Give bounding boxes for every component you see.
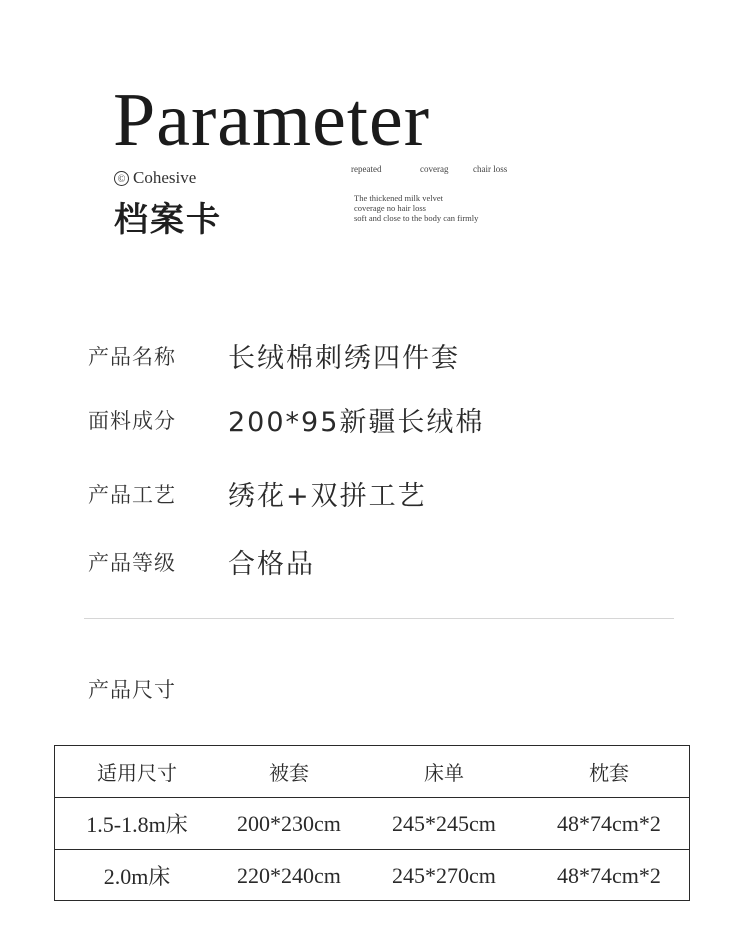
info-row-fabric bbox=[88, 400, 484, 439]
table-cell: 200*230cm bbox=[237, 810, 341, 836]
column-header: 被套 bbox=[269, 761, 309, 785]
table-row bbox=[55, 798, 689, 850]
column-header: 床单 bbox=[424, 761, 464, 785]
info-value: 200*95新疆长绒棉 bbox=[228, 407, 485, 438]
size-heading: 产品尺寸 bbox=[88, 678, 176, 702]
table-row bbox=[55, 850, 689, 901]
size-table bbox=[54, 745, 690, 901]
info-value: 绣花+双拼工艺 bbox=[228, 481, 427, 512]
table-cell: 2.0m床 bbox=[103, 864, 171, 889]
table-header-row bbox=[55, 746, 689, 798]
description-block bbox=[354, 193, 478, 223]
table-cell: 220*240cm bbox=[237, 862, 341, 888]
table-cell: 245*270cm bbox=[392, 862, 496, 888]
description-line: The thickened milk velvet bbox=[354, 193, 443, 203]
page-title: Parameter bbox=[113, 78, 431, 162]
tag-list bbox=[351, 164, 507, 174]
info-label: 产品名称 bbox=[88, 344, 176, 369]
description-line: coverage no hair loss bbox=[354, 203, 426, 213]
info-label: 产品等级 bbox=[88, 550, 176, 575]
info-row-product-name bbox=[88, 336, 460, 375]
brand-name: Cohesive bbox=[133, 168, 197, 187]
info-label: 面料成分 bbox=[88, 408, 176, 433]
brand-line bbox=[114, 168, 196, 188]
info-label: 产品工艺 bbox=[88, 482, 176, 507]
tag: coverag bbox=[420, 164, 449, 174]
table-cell: 1.5-1.8m床 bbox=[86, 812, 188, 837]
table-cell: 48*74cm*2 bbox=[557, 862, 661, 888]
description-line: soft and close to the body can firmly bbox=[354, 213, 479, 223]
subtitle-cn: 档案卡 bbox=[114, 200, 222, 240]
copyright-icon: © bbox=[114, 171, 129, 186]
tag: repeated bbox=[351, 164, 382, 174]
column-header: 适用尺寸 bbox=[97, 761, 177, 785]
info-value: 合格品 bbox=[228, 549, 315, 580]
tag: chair loss bbox=[473, 164, 508, 174]
info-value: 长绒棉刺绣四件套 bbox=[228, 343, 460, 374]
table-cell: 245*245cm bbox=[392, 810, 496, 836]
info-row-craft bbox=[88, 474, 427, 513]
divider bbox=[84, 618, 674, 619]
table-cell: 48*74cm*2 bbox=[557, 810, 661, 836]
column-header: 枕套 bbox=[589, 761, 629, 785]
info-row-grade bbox=[88, 542, 315, 581]
